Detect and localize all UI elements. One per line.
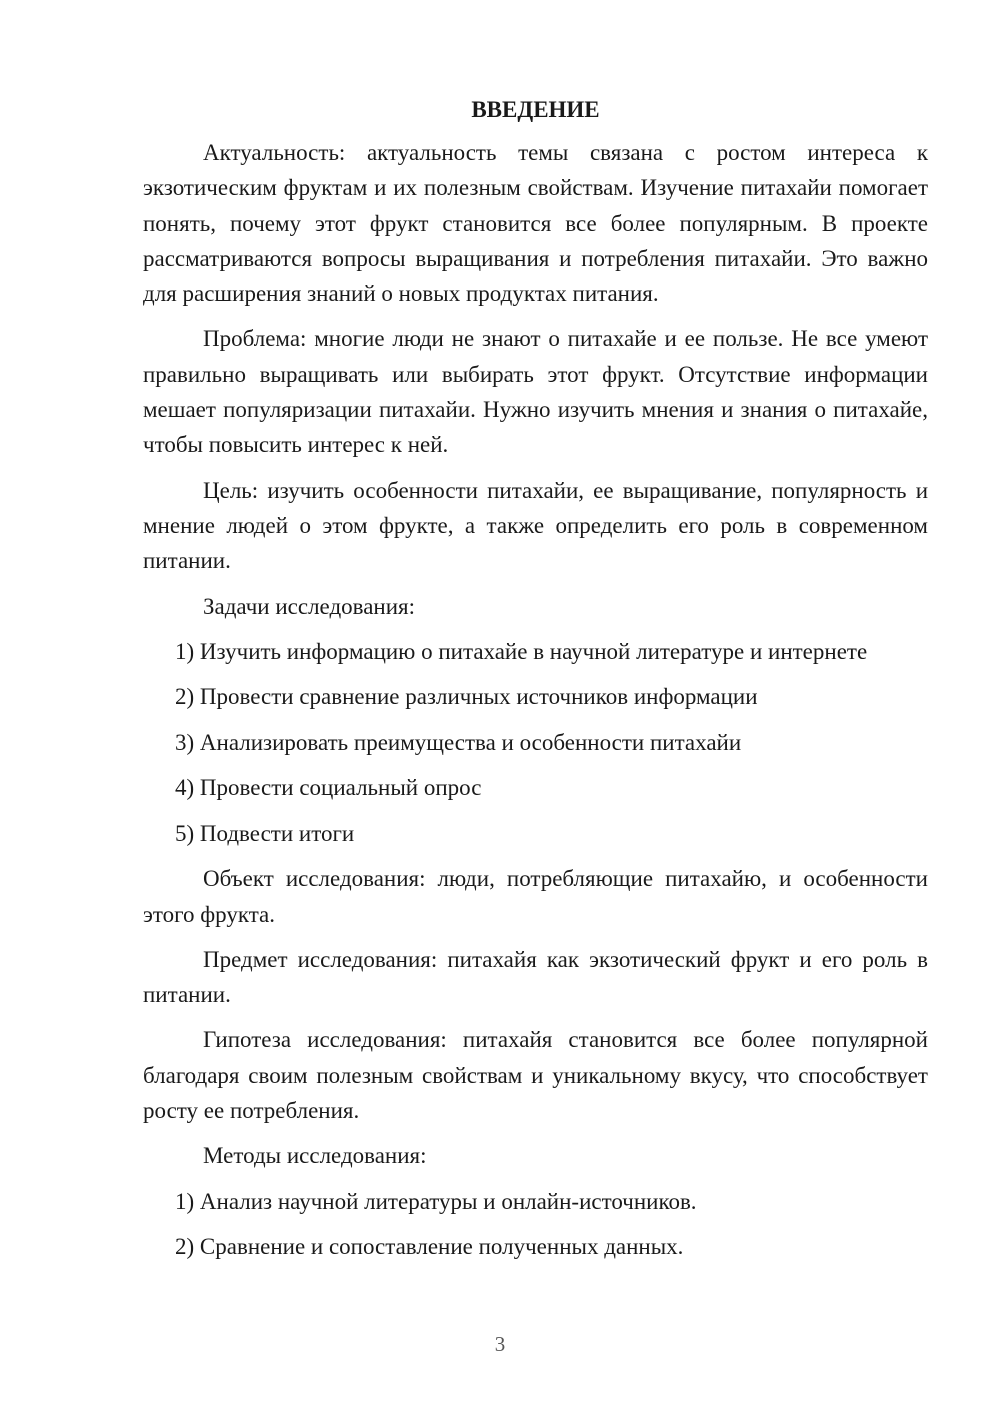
list-item: 4) Провести социальный опрос [175, 775, 482, 801]
goal-paragraph: Цель: изучить особенности питахайи, ее выращивание, популярность и мнение людей о этом фрукте, а также определить его роль в современном питании. [143, 477, 928, 574]
list-item: 2) Провести сравнение различных источников информации [175, 684, 758, 710]
section-title: ВВЕДЕНИЕ [471, 97, 600, 122]
list-item: 1) Анализ научной литературы и онлайн-источников. [175, 1188, 697, 1214]
tasks-list [143, 634, 928, 851]
page-number: 3 [494, 1332, 506, 1356]
methods-list [143, 1184, 928, 1265]
relevance-paragraph: Актуальность: актуальность темы связана с ростом интереса к экзотическим фруктам и их полезным свойствам. Изучение питахайи помогает понять, почему этот фрукт становится все более популярным. В проекте рассматриваются вопросы выращивания и потребления питахайи. Это важно для расширения знаний о новых продуктах питания. [143, 140, 928, 307]
subject-paragraph: Предмет исследования: питахайя как экзотический фрукт и его роль в питании. [143, 946, 928, 1008]
tasks-heading: Задачи исследования: [203, 593, 416, 619]
page-content [143, 92, 928, 1275]
object-paragraph: Объект исследования: люди, потребляющие питахайю, и особенности этого фрукта. [143, 866, 928, 927]
methods-heading: Методы исследования: [203, 1143, 427, 1169]
problem-paragraph: Проблема: многие люди не знают о питахайе и ее пользе. Не все умеют правильно выращивать или выбирать этот фрукт. Отсутствие информации мешает популяризации питахайи. Нужно изучить мнения и знания о питахайе, чтобы повысить интерес к ней. [143, 326, 928, 458]
list-item: 2) Сравнение и сопоставление полученных данных. [175, 1234, 684, 1260]
list-item: 5) Подвести итоги [175, 820, 355, 846]
list-item: 3) Анализировать преимущества и особенности питахайи [175, 729, 742, 755]
hypothesis-paragraph: Гипотеза исследования: питахайя становится все более популярной благодаря своим полезным свойствам и уникальному вкусу, что способствует росту ее потребления. [143, 1027, 928, 1124]
list-item: 1) Изучить информацию о питахайе в научной литературе и интернете [175, 638, 868, 664]
